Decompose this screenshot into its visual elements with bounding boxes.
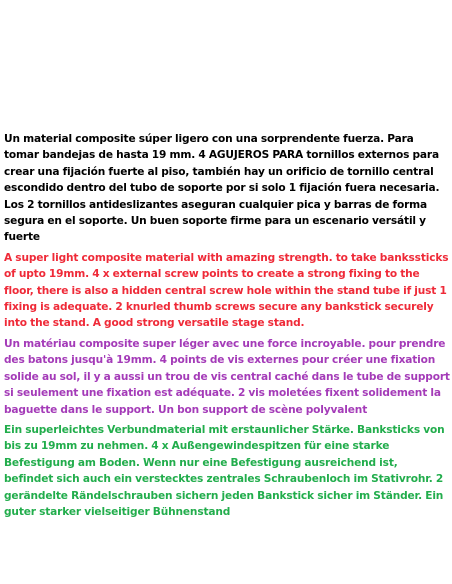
product-description xyxy=(4,131,450,520)
description-english: A super light composite material with amazing strength. to take bankssticks of upto 19mm. 4 x external screw points to create a strong fixing to the floor, there is also a hidden central screw hole within the stand tube if just 1 fixing is adequate. 2 knurled thumb screws secure any bankstick securely into the stand. A good strong versatile stage stand. xyxy=(4,251,449,330)
description-french: Un matériau composite super léger avec une force incroyable. pour prendre des batons jusqu'à 19mm. 4 points de vis externes pour créer une fixation solide au sol, il y a aussi un trou de vis central caché dans le tube de support si seulement une fixation est adéquate. 2 vis moletées fixent solidement la baguette dans le support. Un bon support de scène polyvalent xyxy=(4,337,450,416)
description-german: Ein superleichtes Verbundmaterial mit erstaunlicher Stärke. Banksticks von bis zu 19mm zu nehmen. 4 x Außengewindespitzen für eine starke Befestigung am Boden. Wenn nur eine Befestigung ausreichend ist, befindet sich auch ein verstecktes zentrales Schraubenloch im Stativrohr. 2 gerändelte Rändelschrauben sichern jeden Bankstick sicher im Ständer. Ein guter starker vielseitiger Bühnenstand xyxy=(4,423,445,518)
description-spanish: Un material composite súper ligero con una sorprendente fuerza. Para tomar bandejas de hasta 19 mm. 4 AGUJEROS PARA tornillos externos para crear una fijación fuerte al piso, también hay un orificio de tornillo central escondido dentro del tubo de soporte por si solo 1 fijación fuera necesaria. Los 2 tornillos antideslizantes aseguran cualquier pica y barras de forma segura en el soporte. Un buen soporte firme para un escenario versátil y fuerte xyxy=(4,133,440,244)
